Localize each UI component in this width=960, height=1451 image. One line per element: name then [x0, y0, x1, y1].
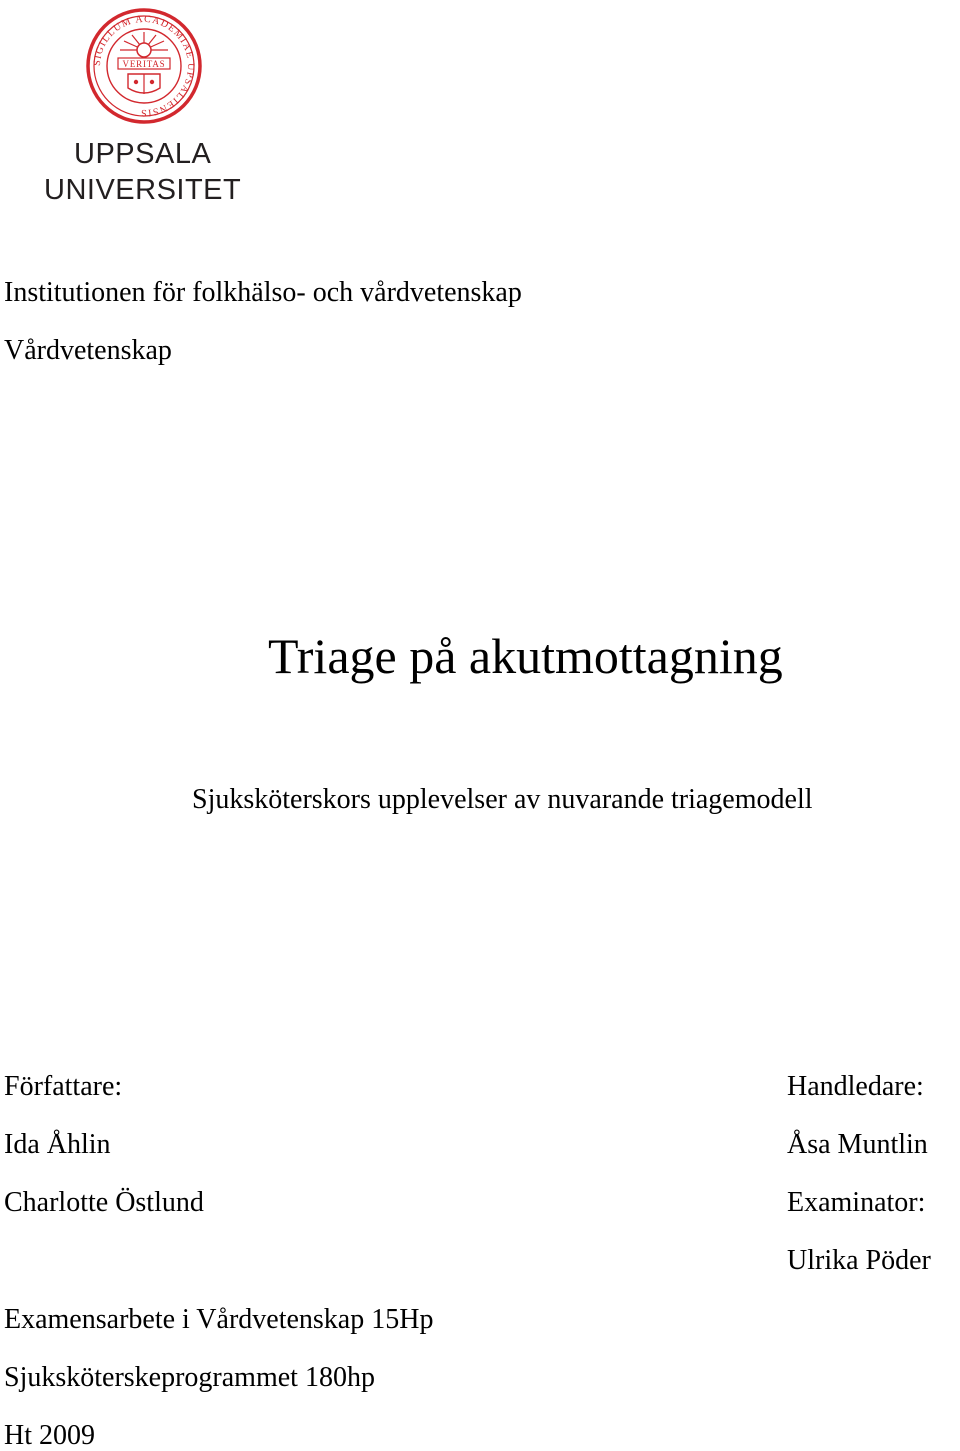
thesis-title: Triage på akutmottagning	[268, 628, 783, 684]
uppsala-university-logo	[44, 6, 254, 206]
supervisor-name: Åsa Muntlin	[787, 1129, 928, 1160]
authors-label: Författare:	[4, 1071, 123, 1102]
logo-wordmark-line1: UPPSALA	[74, 138, 212, 170]
author-name: Ida Åhlin	[4, 1129, 111, 1160]
university-seal-icon	[84, 6, 204, 126]
programme-name: Sjuksköterskeprogrammet 180hp	[4, 1362, 375, 1393]
examiner-label: Examinator:	[787, 1187, 926, 1218]
thesis-type: Examensarbete i Vårdvetenskap 15Hp	[4, 1304, 434, 1335]
examiner-name: Ulrika Pöder	[787, 1245, 931, 1276]
term: Ht 2009	[4, 1420, 95, 1451]
institution-name: Institutionen för folkhälso- och vårdvetenskap	[4, 277, 522, 308]
subject-name: Vårdvetenskap	[4, 335, 172, 366]
supervisor-label: Handledare:	[787, 1071, 924, 1102]
logo-wordmark-line2: UNIVERSITET	[44, 174, 242, 206]
svg-text:SIGILLUM ACADEMIAE UPSALIENSIS: SIGILLUM ACADEMIAE UPSALIENSIS	[91, 13, 197, 119]
svg-text:VERITAS: VERITAS	[122, 59, 166, 69]
thesis-subtitle: Sjuksköterskors upplevelser av nuvarande triagemodell	[192, 784, 813, 815]
author-name: Charlotte Östlund	[4, 1187, 204, 1218]
